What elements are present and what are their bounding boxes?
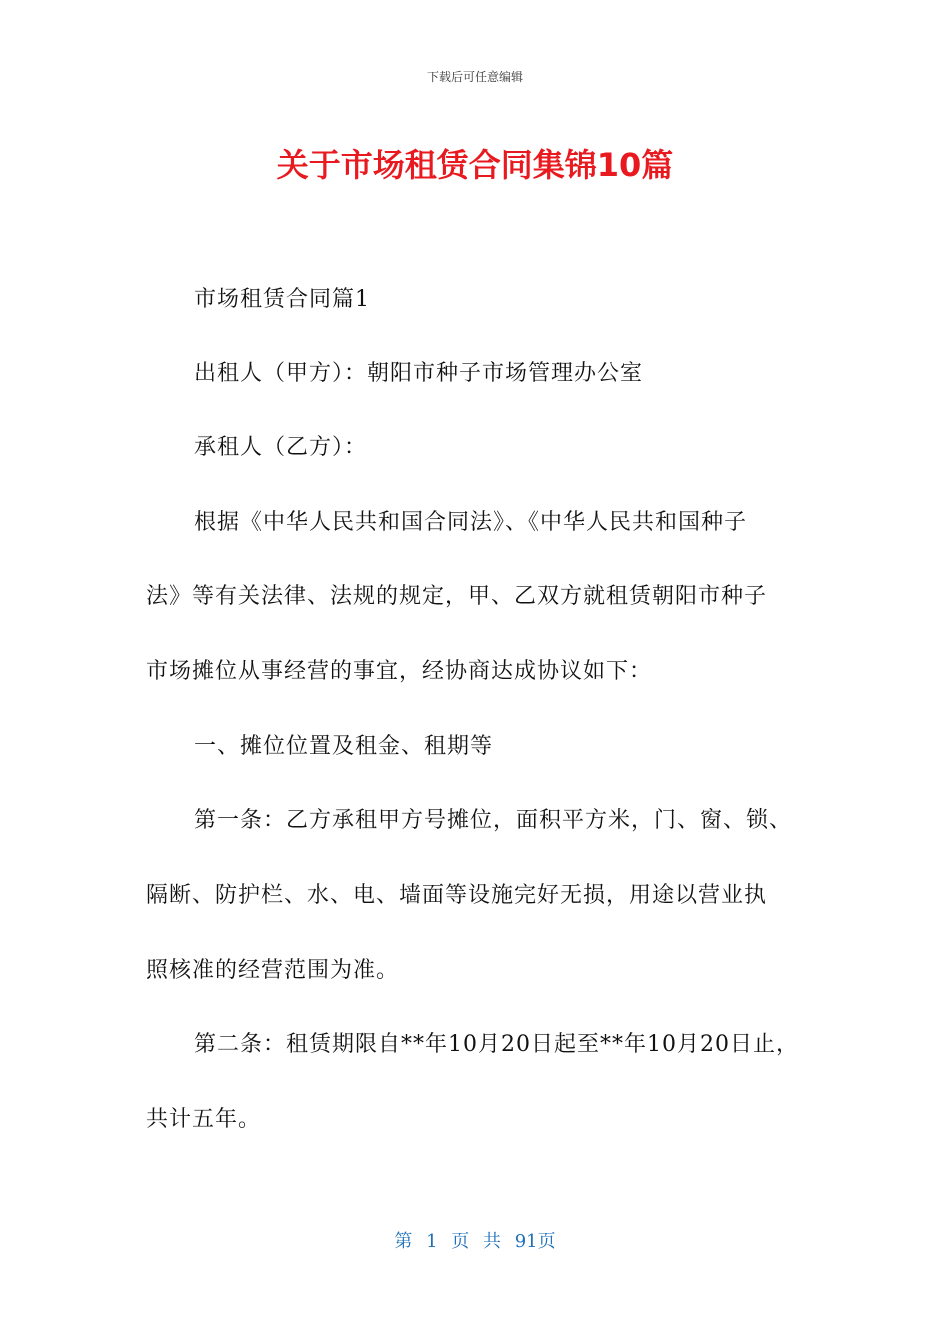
paragraph-line: 市场摊位从事经营的事宜，经协商达成协议如下： — [146, 659, 653, 684]
paragraph-line: 法》等有关法律、法规的规定，甲、乙双方就租赁朝阳市种子 — [146, 584, 768, 609]
lessee-line: 承租人（乙方）： — [194, 435, 368, 460]
paragraph-line: 共计五年。 — [146, 1107, 262, 1132]
paragraph-line: 照核准的经营范围为准。 — [146, 958, 400, 983]
paragraph-line: 第二条：租赁期限自**年10月20日起至**年10月20日止， — [194, 1032, 799, 1057]
paragraph-line: 第一条：乙方承租甲方号摊位，面积平方米，门、窗、锁、 — [194, 808, 793, 833]
section-heading: 市场租赁合同篇1 — [194, 287, 370, 312]
header-note: 下载后可任意编辑 — [426, 70, 523, 84]
clause-heading: 一、摊位位置及租金、租期等 — [194, 734, 494, 759]
page-footer: 第 1 页 共 91页 — [394, 1231, 556, 1252]
document-title: 关于市场租赁合同集锦10篇 — [276, 146, 674, 184]
paragraph-line: 隔断、防护栏、水、电、墙面等设施完好无损，用途以营业执 — [146, 883, 768, 908]
lessor-line: 出租人（甲方）：朝阳市种子市场管理办公室 — [194, 361, 644, 386]
paragraph-line: 根据《中华人民共和国合同法》、《中华人民共和国种子 — [194, 510, 748, 535]
